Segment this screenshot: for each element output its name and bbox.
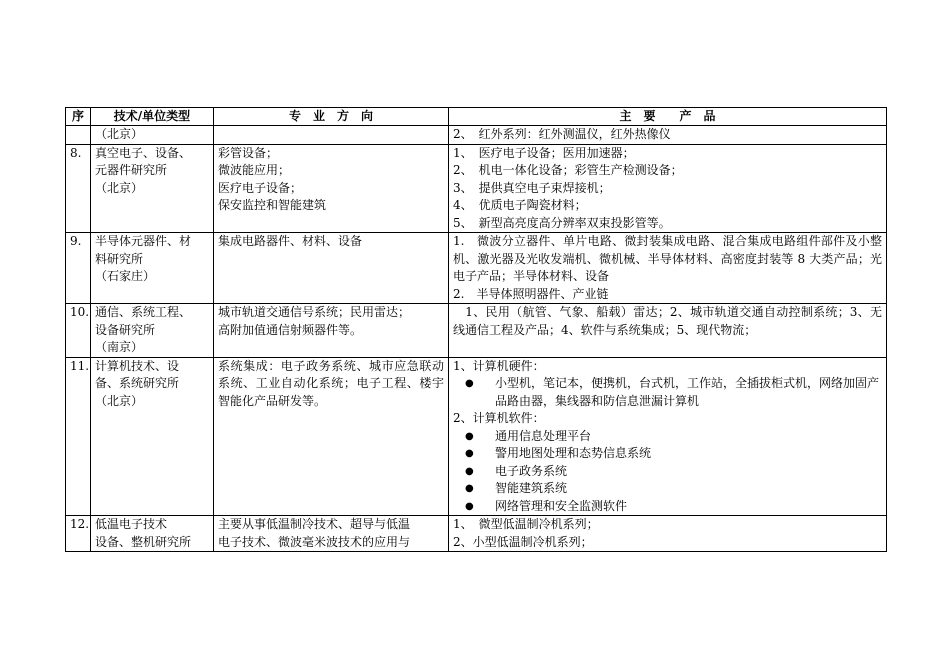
direction-line: 保安监控和智能建筑 [218,198,327,212]
institute-table [65,107,887,552]
direction-line: 高附加值通信射频器件等。 [218,322,363,337]
product-line: 4、 优质电子陶瓷材料； [453,198,587,212]
row-products [449,126,887,145]
table-row [66,233,887,304]
type-line: （石家庄） [95,269,156,283]
direction-line: 集成电路器件、材料、设备 [218,234,363,248]
product-bullet-text: ● 通用信息处理平台 [495,428,592,443]
product-line: 1、民用（航管、气象、船载）雷达；2、城市轨道交通自动控制系统；3、无线通信工程及产品；4、软件与系统集成；5、现代物流； [453,305,882,337]
row-type [91,357,214,516]
type-line: （北京） [95,127,144,141]
table-row [66,304,887,358]
header-row [66,108,887,126]
row-direction [214,144,449,233]
product-line: 2、 机电一体化设备；彩管生产检测设备； [453,163,683,177]
direction-line: 彩管设备； [218,145,279,160]
header-products: 主 要 产 品 [449,108,887,126]
direction-line: 系统集成：电子政务系统、城市应急联动系统、工业自动化系统；电子工程、楼宇智能化产品研发等。 [218,358,444,408]
product-bullet-item [453,480,882,498]
row-type [91,144,214,233]
product-bullet-text: ● 网络管理和安全监测软件 [495,498,628,513]
type-line: （南京） [95,340,144,354]
product-bullet-item [453,445,882,463]
direction-line: 医疗电子设备； [218,180,303,195]
product-bullet-text: ● 电子政务系统 [495,463,568,478]
row-type [91,516,214,552]
table-row [66,126,887,145]
product-line: 1. 微波分立器件、单片电路、微封装集成电路、混合集成电路组件部件及小整机、激光器及光收发端机、微机械、半导体材料、高密度封装等 8 大类产品；光电子产品；半导体材料、设备 [453,234,882,283]
type-line: 真空电子、设备、 [95,145,192,160]
row-number [66,126,91,145]
row-direction [214,126,449,145]
type-line: 设备、整机研究所 [95,534,192,549]
header-num: 序 [66,108,91,126]
product-line: 2、小型低温制冷机系列； [453,534,593,549]
row-type [91,233,214,304]
product-bullet-item [453,498,882,516]
product-line: 3、 提供真空电子束焊接机； [453,180,611,195]
product-line: 1、 微型低温制冷机系列； [453,517,599,531]
row-products [449,357,887,516]
product-bullet-text: ● 警用地图处理和态势信息系统 [495,446,652,460]
row-number: 11. [66,357,91,516]
row-products [449,144,887,233]
direction-line: 微波能应用； [218,163,291,177]
product-line: 5、 新型高亮度高分辨率双束投影管等。 [453,215,671,230]
type-line: 料研究所 [95,251,144,266]
row-direction [214,516,449,552]
row-number: 9. [66,233,91,304]
type-line: （北京） [95,180,144,195]
product-bullet-item [453,375,882,410]
type-line: 设备研究所 [95,322,156,337]
row-type [91,126,214,145]
product-line: 1、 医疗电子设备；医用加速器； [453,145,635,160]
product-line: 2、 红外系列：红外测温仪，红外热像仪 [453,127,671,141]
product-bullet-item [453,463,882,481]
type-line: （北京） [95,393,144,408]
type-line: 半导体元器件、材 [95,234,192,248]
table-row [66,144,887,233]
row-direction [214,233,449,304]
type-line: 低温电子技术 [95,517,168,531]
row-products [449,233,887,304]
table-body [66,126,887,552]
row-products [449,516,887,552]
type-line: 元器件研究所 [95,163,168,177]
product-line: 2、计算机软件： [453,411,545,425]
row-products [449,304,887,358]
row-number: 8. [66,144,91,233]
table-row [66,357,887,516]
direction-line: 城市轨道交通信号系统；民用雷达； [218,305,411,319]
header-direction: 专 业 方 向 [214,108,449,126]
type-line: 备、系统研究所 [95,376,180,390]
row-direction [214,357,449,516]
product-line: 1、计算机硬件： [453,358,545,373]
product-bullet-text: ● 智能建筑系统 [495,481,568,495]
direction-line: 主要从事低温制冷技术、超导与低温 [218,517,411,531]
table-row [66,516,887,552]
product-bullet-item [453,428,882,446]
product-bullet-text: ● 小型机，笔记本，便携机，台式机，工作站，全插拔柜式机，网络加固产品路由器，集线器和防信息泄漏计算机 [495,376,880,408]
row-type [91,304,214,358]
header-type: 技术/单位类型 [91,108,214,126]
type-line: 计算机技术、设 [95,358,180,373]
row-direction [214,304,449,358]
type-line: 通信、系统工程、 [95,305,192,319]
row-number: 10. [66,304,91,358]
product-line: 2. 半导体照明器件、产业链 [453,286,609,301]
row-number: 12. [66,516,91,552]
direction-line: 电子技术、微波毫米波技术的应用与 [218,534,411,549]
